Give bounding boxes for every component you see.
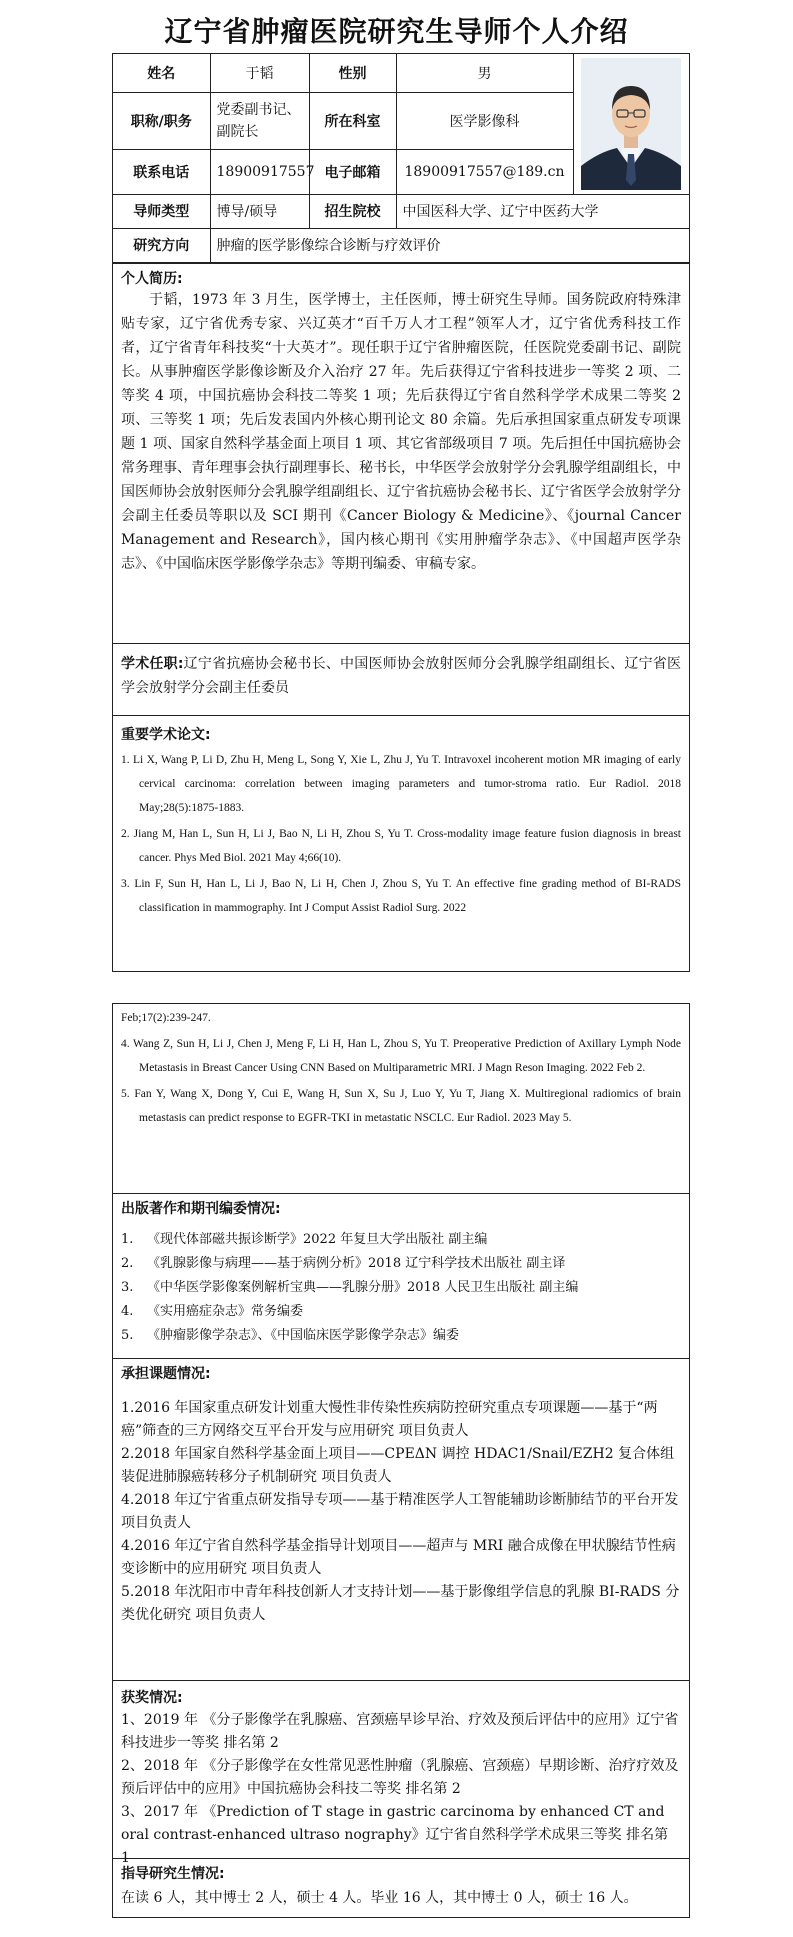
bio-heading: 个人简历: [121,270,183,287]
award-item: 1、2019 年 《分子影像学在乳腺癌、宫颈癌早诊早治、疗效及预后评估中的应用》辽宁省科技进步一等奖 排名第 2 [121,1712,679,1751]
bio-section [113,263,689,643]
bio-text: 于韬，1973 年 3 月生，医学博士，主任医师，博士研究生导师。国务院政府特殊津贴专家，辽宁省优秀专家、兴辽英才“百千万人才工程”领军人才，辽宁省优秀科技工作者，辽宁省青年科技奖“十大英才”。现任职于辽宁省肿瘤医院，任医院党委副书记、副院长。从事肿瘤医学影像诊断及介入治疗 27 年。先后获得辽宁省科技进步一等奖 2 项、二等奖 4 项，中国抗癌协会科技二等奖 1 项；先后获得辽宁省自然科学学术成果二等奖 2 项、三等奖 1 项；先后发表国内外核心期刊论文 80 余篇。先后承担国家重点研发专项课题 1 项、国家自然科学基金面上项目 1 项、其它省部级项目 7 项。先后担任中国抗癌协会常务理事、青年理事会执行副理事长、秘书长，中华医学会放射学分会乳腺学组副组长，中国医师协会放射医师分会乳腺学组副组长、辽宁省抗癌协会秘书长、辽宁省医学会放射学分会副主任委员等职以及 SCI 期刊《Cancer Biology & Medicine》、《journal Cancer Management and Research》，国内核心期刊《实用肿瘤学杂志》、《中国超声医学杂志》、《中国临床医学影像学杂志》等期刊编委、审稿专家。 [121,291,681,572]
school-value: 中国医科大学、辽宁中医药大学 [396,194,689,228]
book-item: 2. 《乳腺影像与病理——基于病例分析》2018 辽宁科学技术出版社 副主译 [121,1256,566,1271]
books-heading: 出版著作和期刊编委情况: [121,1201,281,1217]
paper-item: 1. Li X, Wang P, Li D, Zhu H, Meng L, Song Y, Xie L, Zhu J, Yu T. Intravoxel incoherent motion MR imaging of early cervical carcinoma: correlation between imaging parameters and tumor-stroma ratio. Eur Radiol. 2018 May;28(5):1875-1883. [121,753,681,814]
projects-heading: 承担课题情况: [121,1366,211,1382]
students-heading: 指导研究生情况: [121,1866,225,1882]
research-label: 研究方向 [113,228,210,262]
papers-continued-section [113,1004,689,1193]
papers-list-page1 [121,748,681,920]
page-title: 辽宁省肿瘤医院研究生导师个人介绍 [164,15,629,48]
award-item: 3、2017 年 《Prediction of T stage in gastric carcinoma by enhanced CT and oral contrast-enhanced ultraso nography》辽宁省自然科学学术成果三等奖 排名第 1 [121,1804,669,1866]
award-item: 2、2018 年 《分子影像学在女性常见恶性肿瘤（乳腺癌、宫颈癌）早期诊断、治疗疗效及预后评估中的应用》中国抗癌协会科技二等奖 排名第 2 [121,1758,679,1797]
dept-value: 医学影像科 [396,92,573,149]
info-table [113,54,689,263]
photo-cell [573,54,689,194]
name-value: 于韬 [210,54,309,92]
research-value: 肿瘤的医学影像综合诊断与疗效评价 [210,228,689,262]
gender-value: 男 [396,54,573,92]
project-item: 1.2016 年国家重点研发计划重大慢性非传染性疾病防控研究重点专项课题——基于“两癌”筛查的三方网络交互平台开发与应用研究 项目负责人 [121,1400,658,1439]
page-two [112,1003,690,1918]
type-label: 导师类型 [113,194,210,228]
phone-value: 18900917557 [210,149,309,194]
title-label: 职称/职务 [113,92,210,149]
awards-heading: 获奖情况: [121,1690,183,1706]
books-section [113,1193,689,1358]
book-item: 1. 《现代体部磁共振诊断学》2022 年复旦大学出版社 副主编 [121,1232,488,1247]
students-text: 在读 6 人，其中博士 2 人，硕士 4 人。毕业 16 人，其中博士 0 人，硕士 16 人。 [121,1890,638,1906]
projects-section [113,1358,689,1680]
type-value: 博导/硕导 [210,194,309,228]
email-label: 电子邮箱 [309,149,396,194]
project-item: 4.2016 年辽宁省自然科学基金指导计划项目——超声与 MRI 融合成像在甲状腺结节性病变诊断中的应用研究 项目负责人 [121,1538,676,1577]
book-item: 4. 《实用癌症杂志》常务编委 [121,1304,304,1319]
papers-list-page2 [121,1006,681,1130]
paper-item: Feb;17(2):239-247. [121,1012,211,1024]
academic-text: 辽宁省抗癌协会秘书长、中国医师协会放射医师分会乳腺学组副组长、辽宁省医学会放射学分会副主任委员 [121,655,681,696]
awards-section [113,1680,689,1866]
dept-label: 所在科室 [309,92,396,149]
paper-item: 4. Wang Z, Sun H, Li J, Chen J, Meng F, Li H, Han L, Zhou S, Yu T. Preoperative Prediction of Axillary Lymph Node Metastasis in Breast Cancer Using CNN Based on Multiparametric MRI. J Magn Reson Imaging. 2022 Feb 2. [121,1038,681,1074]
project-item: 4.2018 年辽宁省重点研发指导专项——基于精准医学人工智能辅助诊断肺结节的平台开发 项目负责人 [121,1492,679,1531]
gender-label: 性别 [309,54,396,92]
academic-section [113,643,689,715]
portrait-photo [581,58,681,190]
book-item: 3. 《中华医学影像案例解析宝典——乳腺分册》2018 人民卫生出版社 副主编 [121,1280,579,1295]
project-item: 2.2018 年国家自然科学基金面上项目——CPEΔN 调控 HDAC1/Snail/EZH2 复合体组装促进肺腺癌转移分子机制研究 项目负责人 [121,1446,675,1485]
paper-item: 5. Fan Y, Wang X, Dong Y, Cui E, Wang H, Sun X, Su J, Luo Y, Yu T, Jiang X. Multiregional radiomics of brain metastasis can predict response to EGFR-TKI in metastatic NSCLC. Eur Radiol. 2023 May 5. [121,1088,681,1124]
academic-heading: 学术任职: [121,655,184,672]
page-one [112,53,690,972]
school-label: 招生院校 [309,194,396,228]
name-label: 姓名 [113,54,210,92]
title-value: 党委副书记、副院长 [210,92,309,149]
students-section [113,1858,689,1917]
project-item: 5.2018 年沈阳市中青年科技创新人才支持计划——基于影像组学信息的乳腺 BI-RADS 分类优化研究 项目负责人 [121,1584,680,1623]
book-item: 5. 《肿瘤影像学杂志》、《中国临床医学影像学杂志》编委 [121,1328,460,1343]
paper-item: 2. Jiang M, Han L, Sun H, Li J, Bao N, Li H, Zhou S, Yu T. Cross-modality image feature fusion diagnosis in breast cancer. Phys Med Biol. 2021 May 4;66(10). [121,827,681,864]
papers-heading: 重要学术论文: [121,726,211,743]
paper-item: 3. Lin F, Sun H, Han L, Li J, Bao N, Li H, Chen J, Zhou S, Yu T. An effective fine grading method of BI-RADS classification in mammography. Int J Comput Assist Radiol Surg. 2022 [121,877,681,914]
papers-section [113,715,689,945]
phone-label: 联系电话 [113,149,210,194]
email-value: 18900917557@189.cn [396,149,573,194]
